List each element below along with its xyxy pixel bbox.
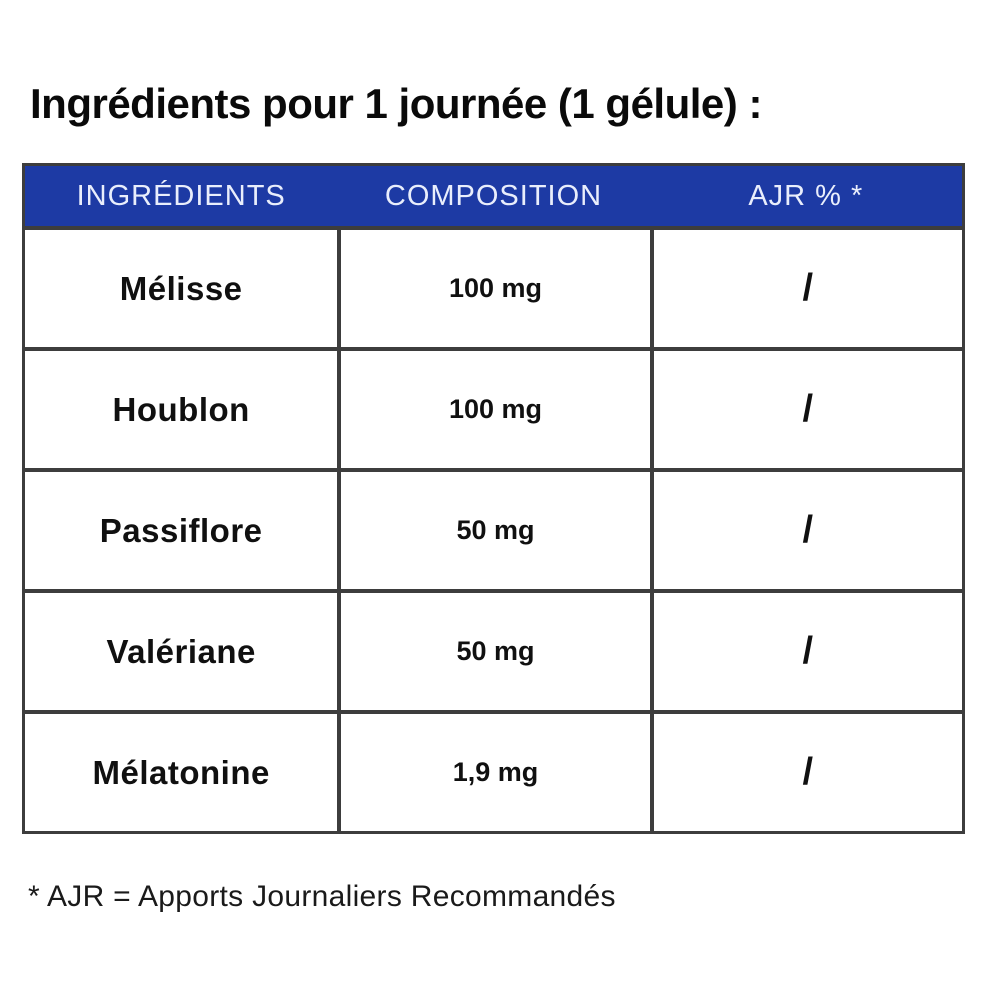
composition-cell: 1,9 mg: [337, 714, 649, 831]
table-row: [25, 468, 962, 589]
composition-cell: 100 mg: [337, 230, 649, 347]
ajr-cell: /: [650, 714, 962, 831]
composition-cell: 50 mg: [337, 472, 649, 589]
ajr-cell: /: [650, 351, 962, 468]
ingredient-cell: Houblon: [112, 390, 250, 428]
ingredient-cell: Valériane: [106, 632, 256, 670]
table-row: [25, 710, 962, 831]
ingredient-cell: Passiflore: [99, 511, 263, 549]
column-header-composition: COMPOSITION: [384, 179, 603, 212]
table-row: [25, 226, 962, 347]
ajr-cell: /: [650, 472, 962, 589]
ajr-cell: /: [650, 230, 962, 347]
table-row: [25, 347, 962, 468]
ingredient-cell: Mélisse: [119, 269, 243, 307]
ingredient-cell: Mélatonine: [92, 753, 270, 791]
composition-cell: 50 mg: [337, 593, 649, 710]
column-header-ingredients: INGRÉDIENTS: [76, 179, 286, 212]
page-title: Ingrédients pour 1 journée (1 gélule) :: [30, 80, 762, 127]
table-header-row: [25, 166, 962, 226]
ajr-cell: /: [650, 593, 962, 710]
table-row: [25, 589, 962, 710]
composition-cell: 100 mg: [337, 351, 649, 468]
column-header-ajr: AJR % *: [748, 179, 864, 212]
ingredients-table: [22, 163, 965, 834]
footnote: * AJR = Apports Journaliers Recommandés: [28, 880, 616, 913]
